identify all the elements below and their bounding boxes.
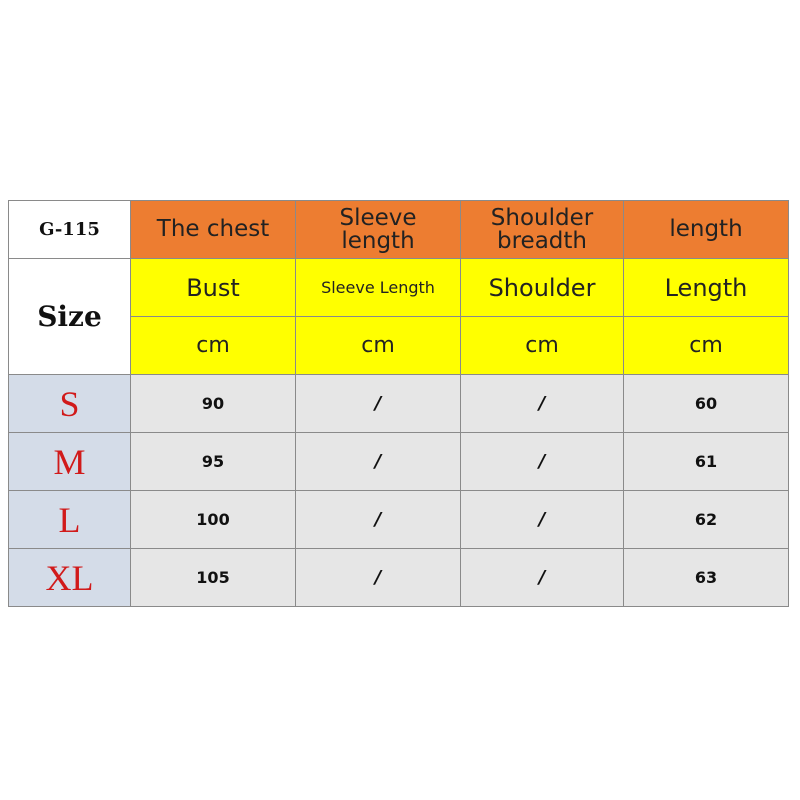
value-cell: 95: [131, 433, 296, 491]
unit-cell: cm: [461, 317, 624, 375]
size-cell: XL: [9, 549, 131, 607]
size-cell: S: [9, 375, 131, 433]
english-sleeve: Sleeve Length: [296, 259, 461, 317]
size-label: Size: [9, 259, 131, 375]
value-cell: /: [296, 549, 461, 607]
unit-cell: cm: [624, 317, 789, 375]
table-row: [9, 549, 789, 607]
table-row: [9, 491, 789, 549]
size-cell: M: [9, 433, 131, 491]
header-length: length: [624, 201, 789, 259]
value-cell: /: [296, 433, 461, 491]
english-shoulder: Shoulder: [461, 259, 624, 317]
value-cell: 60: [624, 375, 789, 433]
english-row: [9, 259, 789, 317]
table-row: [9, 375, 789, 433]
unit-cell: cm: [296, 317, 461, 375]
value-cell: /: [296, 491, 461, 549]
value-cell: /: [461, 375, 624, 433]
value-cell: /: [296, 375, 461, 433]
value-cell: 61: [624, 433, 789, 491]
value-cell: 100: [131, 491, 296, 549]
value-cell: /: [461, 433, 624, 491]
value-cell: 62: [624, 491, 789, 549]
header-chest: The chest: [131, 201, 296, 259]
product-code: G-115: [9, 201, 131, 259]
unit-cell: cm: [131, 317, 296, 375]
value-cell: 90: [131, 375, 296, 433]
size-cell: L: [9, 491, 131, 549]
table-row: [9, 433, 789, 491]
english-bust: Bust: [131, 259, 296, 317]
value-cell: /: [461, 549, 624, 607]
value-cell: 105: [131, 549, 296, 607]
value-cell: 63: [624, 549, 789, 607]
english-length: Length: [624, 259, 789, 317]
size-chart-table: [8, 200, 789, 607]
header-shoulder: Shoulder breadth: [461, 201, 624, 259]
value-cell: /: [461, 491, 624, 549]
header-sleeve: Sleeve length: [296, 201, 461, 259]
header-row: [9, 201, 789, 259]
